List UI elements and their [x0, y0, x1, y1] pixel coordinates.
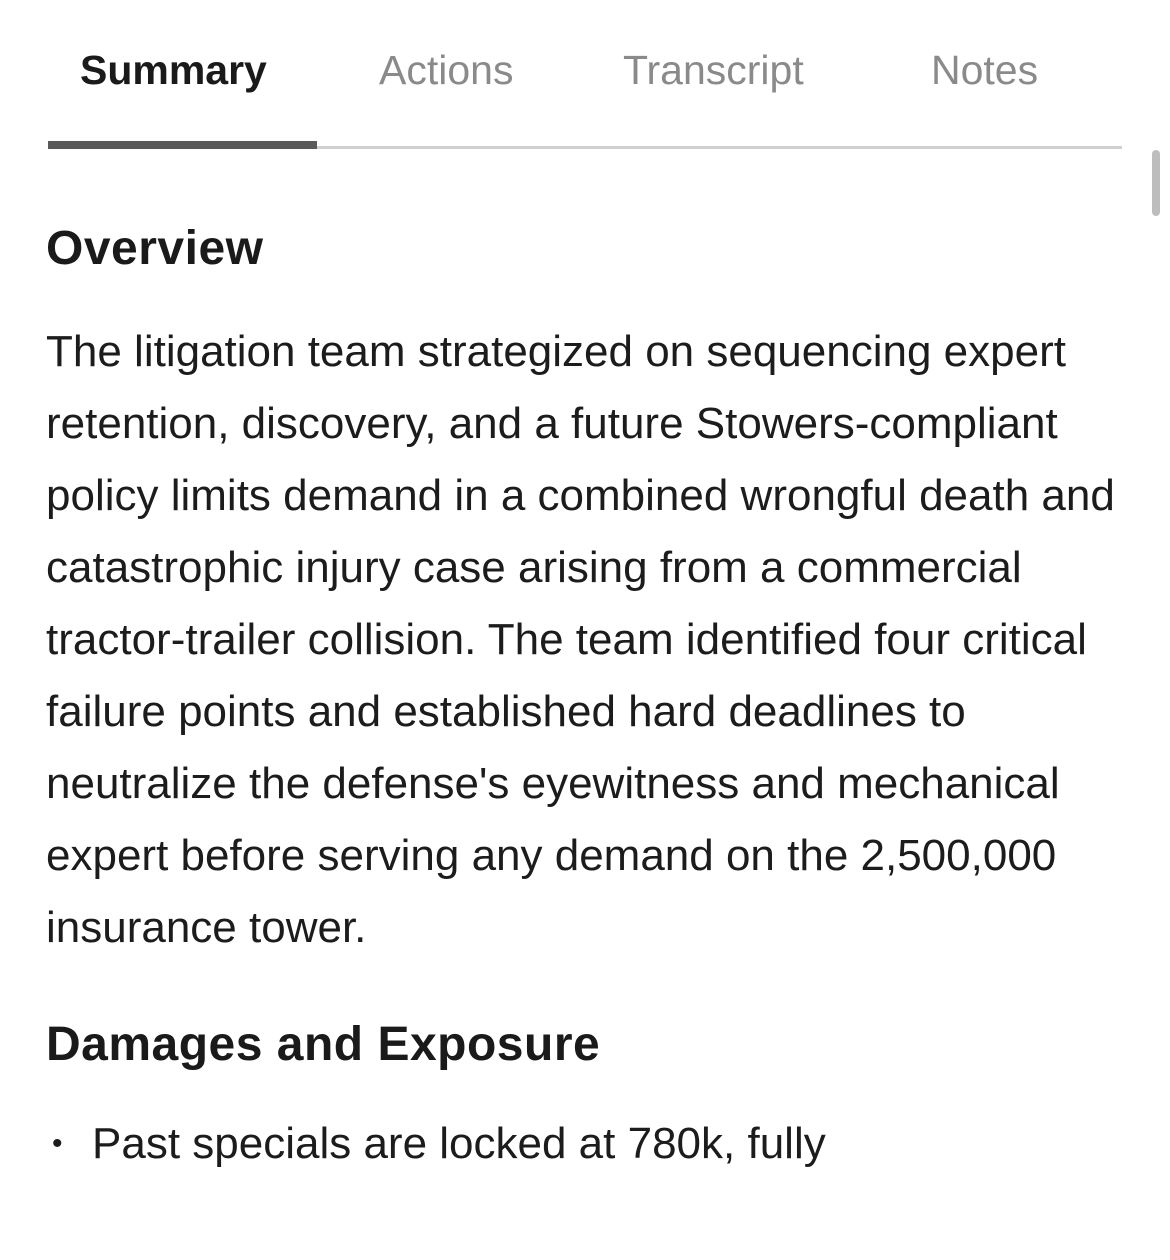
tab-notes[interactable]: Notes [931, 47, 1039, 93]
active-tab-indicator [48, 141, 317, 149]
damages-list [46, 1108, 1136, 1180]
overview-paragraph: The litigation team strategized on sequencing expert retention, discovery, and a future Stowers-compliant policy limits demand in a combined wrongful death and catastrophic injury case arising from a commercial tractor-trailer collision. The team identified four critical failure points and established hard deadlines to neutralize the defense's eyewitness and mechanical expert before serving any demand on the 2,500,000 insurance tower. [46, 327, 1115, 952]
tab-bar [48, 0, 1122, 150]
tab-actions[interactable]: Actions [379, 47, 514, 93]
tab-transcript[interactable]: Transcript [623, 47, 804, 93]
scrollbar-thumb[interactable] [1152, 150, 1160, 216]
overview-heading: Overview [46, 222, 264, 275]
summary-content [46, 216, 1136, 1180]
list-item-text: Past specials are locked at 780k, fully [92, 1119, 826, 1168]
damages-heading: Damages and Exposure [46, 1018, 601, 1071]
bullet-icon: • [52, 1127, 63, 1160]
list-item [46, 1108, 1136, 1180]
tab-summary[interactable]: Summary [80, 47, 267, 93]
